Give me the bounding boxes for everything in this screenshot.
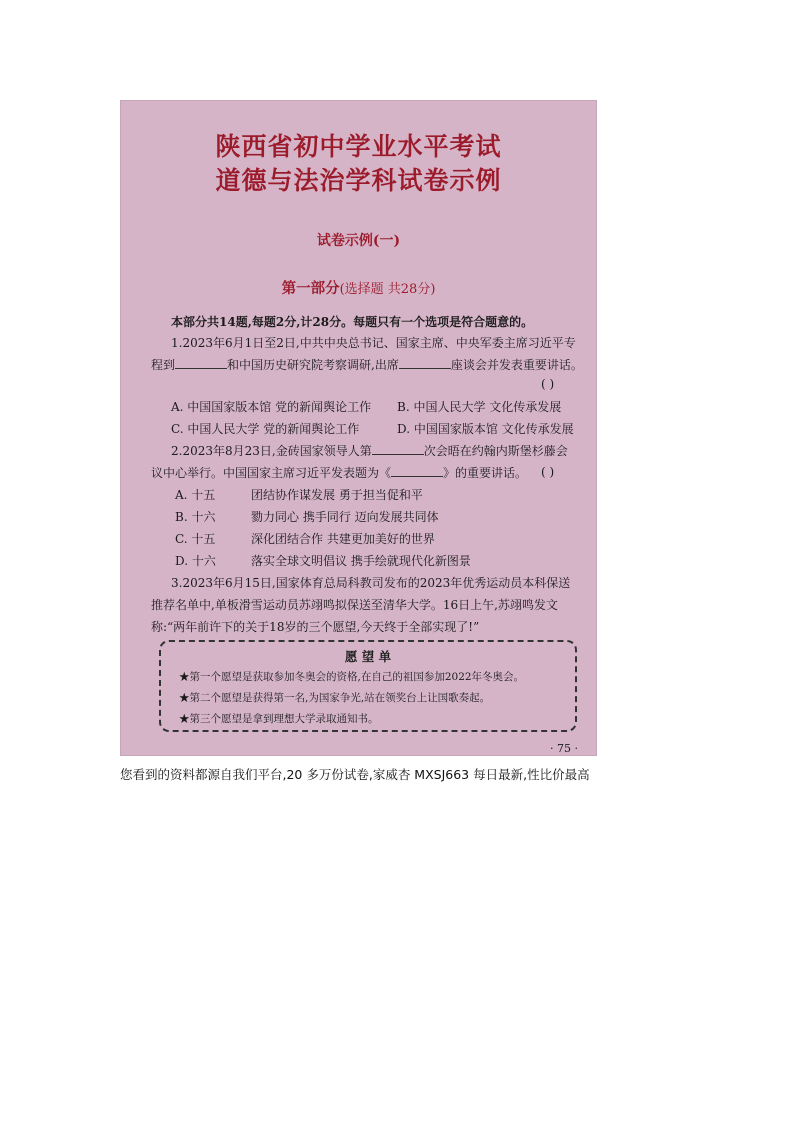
q2-option-a-num: A. 十五 [175, 488, 216, 502]
exam-title-line1: 陕西省初中学业水平考试 [215, 132, 502, 161]
q2-answer-bracket: ( ) [541, 465, 555, 479]
q1-line2-b: 和中国历史研究院考察调研,出席 [227, 358, 399, 372]
wish-list-title: 愿 望 单 [344, 649, 392, 664]
q2-line2-b: 》的重要讲话。 [443, 466, 528, 480]
part-title: 第一部分 [281, 280, 340, 297]
q1-line1: 1.2023年6月1日至2日,中共中央总书记、国家主席、中央军委主席习近平专 [171, 336, 576, 350]
wish-item-2: ★第二个愿望是获得第一名,为国家争光,站在领奖台上让国歌奏起。 [179, 692, 491, 704]
q1-line2-c: 座谈会并发表重要讲话。 [450, 358, 583, 372]
q1-blank1 [175, 357, 227, 369]
source-caption: 您看到的资料都源自我们平台,20 多万份试卷,家威杏 MXSJ663 每日最新,性比价最高 [120, 767, 590, 782]
q1-answer-bracket: ( ) [541, 377, 555, 391]
q3-line1: 3.2023年6月15日,国家体育总局科教司发布的2023年优秀运动员本科保送 [171, 576, 571, 590]
q1-blank2 [399, 357, 451, 369]
q2-option-c-num: C. 十五 [175, 532, 216, 546]
q2-option-c-text: 深化团结合作 共建更加美好的世界 [251, 532, 435, 546]
q2-option-d-text: 落实全球文明倡议 携手绘就现代化新图景 [251, 554, 471, 568]
exam-page-scan [120, 100, 597, 756]
exam-subtitle: 试卷示例(一) [316, 233, 401, 249]
q2-option-a-text: 团结协作谋发展 勇于担当促和平 [251, 488, 423, 502]
q1-option-c: C. 中国人民大学 党的新闻舆论工作 [171, 422, 360, 436]
wish-list-box [159, 640, 577, 732]
q3-line3: 称:“两年前许下的关于18岁的三个愿望,今天终于全部实现了!” [151, 620, 480, 634]
q2-line2-a: 议中心举行。中国国家主席习近平发表题为《 [151, 466, 392, 480]
wish-item-3: ★第三个愿望是拿到理想大学录取通知书。 [179, 713, 379, 725]
wish-item-1: ★第一个愿望是获取参加冬奥会的资格,在自己的祖国参加2022年冬奥会。 [179, 671, 525, 683]
part-heading [121, 277, 596, 298]
page-number: · 75 · [550, 742, 578, 755]
q3-line2: 推荐名单中,单板滑雪运动员苏翊鸣拟保送至清华大学。16日上午,苏翊鸣发文 [151, 598, 558, 612]
q2-line1-b: 次会晤在约翰内斯堡杉藤会 [423, 444, 568, 458]
q2-option-b-num: B. 十六 [175, 510, 216, 524]
part-note: (选择题 共28分) [339, 282, 436, 297]
q1-line2-a: 程到 [151, 358, 176, 372]
q1-option-d: D. 中国国家版本馆 文化传承发展 [397, 422, 574, 436]
q2-line2 [151, 465, 527, 481]
q2-line1-a: 2.2023年8月23日,金砖国家领导人第 [171, 444, 372, 458]
q2-blank1 [372, 443, 424, 455]
q2-option-d-num: D. 十六 [175, 554, 216, 568]
exam-title-line2: 道德与法治学科试卷示例 [215, 166, 502, 195]
q1-option-b: B. 中国人民大学 文化传承发展 [397, 400, 562, 414]
q1-option-a: A. 中国国家版本馆 党的新闻舆论工作 [171, 400, 372, 414]
q2-blank2 [391, 465, 443, 477]
q2-line1 [171, 443, 568, 459]
section-intro: 本部分共14题,每题2分,计28分。每题只有一个选项是符合题意的。 [171, 315, 534, 329]
q2-option-b-text: 勠力同心 携手同行 迈向发展共同体 [251, 510, 439, 524]
q1-line2 [151, 357, 583, 373]
